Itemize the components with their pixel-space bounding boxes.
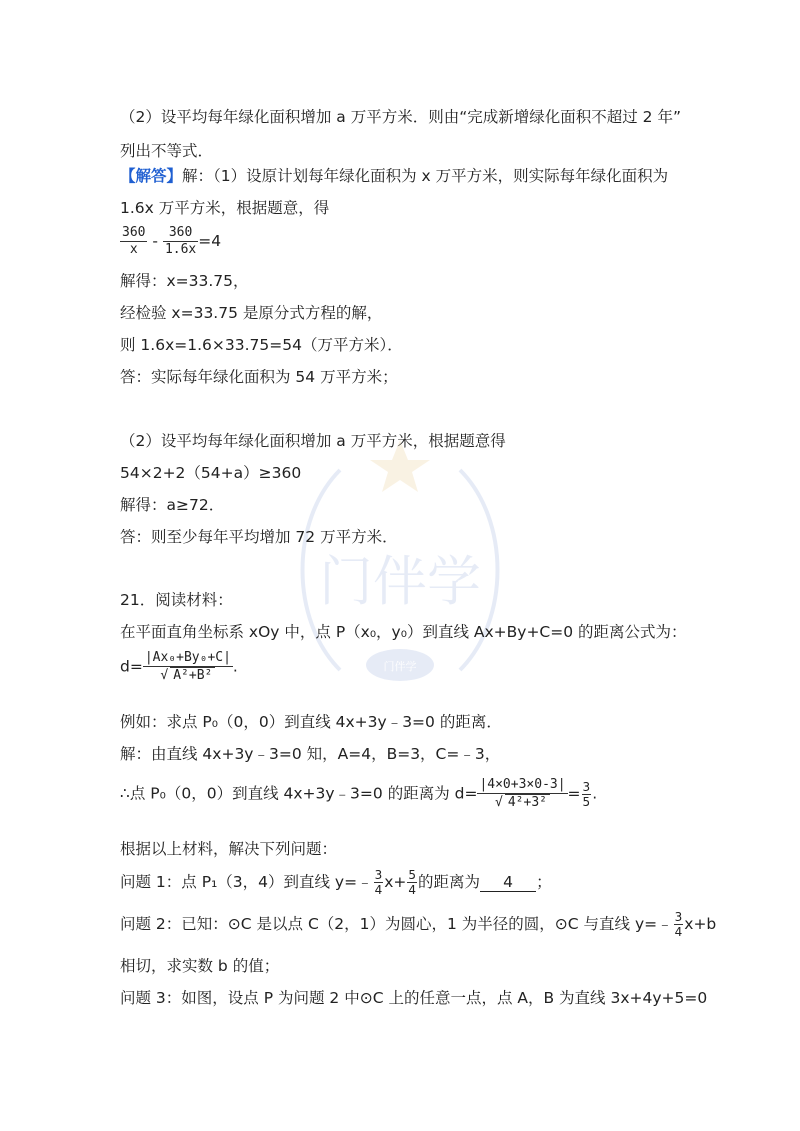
q1-answer-blank: 4 [480,873,536,892]
distance-formula: d= $\frac{\text{|Ax₀+By₀+C|}}{\text{√ A²+B²}}$ . [120,650,238,683]
equation-1 [120,225,221,258]
q1-fraction-2: $\frac{5}{4}$ [408,868,417,897]
text-line-2: 列出不等式． [120,142,214,160]
watermark-badge: 门伴学 [383,660,417,673]
fraction-360-over-x: $\frac{360}{x}$ [122,225,146,257]
fraction-360-over-1.6x: $\frac{360}{1.6x}$ [164,225,197,257]
example-fraction: $\frac{|4\times 0+3\times 0-3|}{\text{√ 4²+3²}}$ [479,777,566,810]
text-line-5: 解得：x=33.75， [120,272,249,290]
text-line-7: 则 1.6x=1.6×33.75=54（万平方米）． [120,336,403,354]
text-line-1: （2）设平均每年绿化面积增加 a 万平方米．则由“完成新增绿化面积不超过 2 年” [120,108,681,126]
text-line-6: 经检验 x=33.75 是原分式方程的解， [120,304,383,322]
equation-rhs: =4 [198,232,222,250]
minus-sign: - [152,232,159,250]
question-21-title: 21．阅读材料： [120,591,233,609]
answer-intro [120,165,668,187]
question-2-line-2: 相切，求实数 b 的值； [120,957,280,975]
answer-intro-text: 解：（1）设原计划每年绿化面积为 x 万平方米，则实际每年绿化面积为 [182,167,669,185]
text-line-17: ∴点 P₀（0，0）到直线 4x+3y﹣3=0 的距离为 d= $\frac{|4\times 0+3\times 0-3|}{\text{√ 4²+3²}}$ = $\frac{3}{5}$ . [120,777,598,810]
text-line-16: 解：由直线 4x+3y﹣3=0 知，A=4，B=3，C=﹣3， [120,745,501,763]
watermark-logo [280,430,520,730]
q2-fraction: $\frac{3}{4}$ [674,910,683,939]
answer-tag: 【解答】 [120,167,183,185]
q1-fraction-1: $\frac{3}{4}$ [374,868,383,897]
result-fraction: $\frac{3}{5}$ [582,779,591,809]
text-line-11: 解得：a≥72． [120,496,225,514]
text-line-10: 54×2+2（54+a）≥360 [120,464,302,482]
question-3: 问题 3：如图，设点 P 为问题 2 中⊙C 上的任意一点，点 A，B 为直线 3x+4y+5=0 [120,989,708,1007]
watermark-text: 门伴学 [319,550,481,613]
text-line-9: （2）设平均每年绿化面积增加 a 万平方米，根据题意得 [120,432,506,450]
formula-fraction: $\frac{\text{|Ax₀+By₀+C|}}{\text{√ A²+B²}}$ [144,650,231,683]
text-line-8: 答：实际每年绿化面积为 54 万平方米； [120,368,398,386]
question-1: 问题 1：点 P₁（3，4）到直线 y=﹣ $\frac{3}{4}$ x+ $\frac{5}{4}$ 的距离为 4 ； [120,868,552,897]
text-line-4: 1.6x 万平方米，根据题意，得 [120,199,330,217]
question-2: 问题 2：已知：⊙C 是以点 C（2，1）为圆心，1 为半径的圆，⊙C 与直线 y=﹣ $\frac{3}{4}$ x+b [120,910,717,939]
text-line-14: 在平面直角坐标系 xOy 中，点 P（x₀，y₀）到直线 Ax+By+C=0 的距离公式为： [120,623,687,641]
text-line-18: 根据以上材料，解决下列问题： [120,840,338,858]
text-line-12: 答：则至少每年平均增加 72 万平方米． [120,528,398,546]
text-line-15: 例如：求点 P₀（0，0）到直线 4x+3y﹣3=0 的距离． [120,713,502,731]
